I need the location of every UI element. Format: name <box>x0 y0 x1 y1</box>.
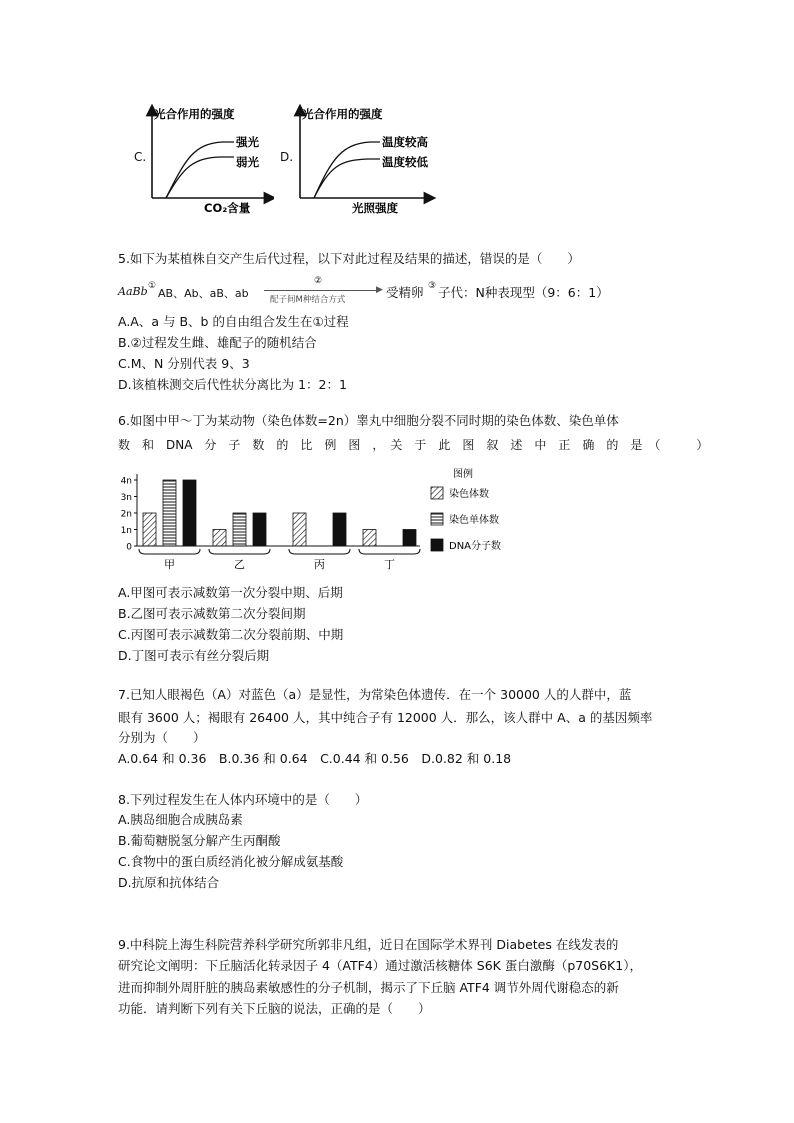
legend-swatch <box>431 487 443 499</box>
q6-stem-line2: 数 和 DNA 分 子 数 的 比 例 图 ， 关 于 此 图 叙 述 中 正 确 的 是 （ ） <box>118 438 709 452</box>
q7-line1: 7.已知人眼褐色（A）对蓝色（a）是显性，为常染色体遗传．在一个 30000 人的人群中，蓝 <box>118 687 632 702</box>
q5-formula-left: AaBb <box>118 285 148 298</box>
option-d-label: D. <box>280 150 294 164</box>
q8-option-b: B.葡萄糖脱氢分解产生丙酮酸 <box>118 833 281 848</box>
q5-option-a: A.A、a 与 B、b 的自由组合发生在①过程 <box>118 314 349 329</box>
q5-option-d: D.该植株测交后代性状分离比为 1：2：1 <box>118 377 347 392</box>
q5-formula-arrow-label: 配子间M种结合方式 <box>270 295 346 305</box>
q6-option-a: A.甲图可表示减数第一次分裂中期、后期 <box>118 585 343 600</box>
category-bracket <box>289 549 350 554</box>
q7-line3: 分别为（ ） <box>118 730 206 745</box>
graph-d-series-low: 温度较低 <box>382 155 428 169</box>
q5-formula-circle1: ① <box>148 281 157 291</box>
y-tick-label: 1n <box>120 526 132 536</box>
graph-c <box>142 104 274 218</box>
category-bracket <box>209 549 270 554</box>
q5-stem: 5.如下为某植株自交产生后代过程，以下对此过程及结果的描述，错误的是（ ） <box>118 251 580 266</box>
bar-染色体数-乙 <box>213 530 226 547</box>
q5-formula-circle2: ② <box>314 276 323 286</box>
y-tick-label: 3n <box>120 493 132 503</box>
bar-DNA分子数-甲 <box>183 480 196 546</box>
q5-formula-right: 受精卵 <box>386 285 424 300</box>
q9-line2: 研究论文阐明：下丘脑活化转录因子 4（ATF4）通过激活核糖体 S6K 蛋白激酶（p70S6K1）， <box>118 958 642 973</box>
graph-c-curve-strong <box>166 142 234 198</box>
graph-d <box>290 104 440 218</box>
q8-stem: 8.下列过程发生在人体内环境中的是（ ） <box>118 792 368 807</box>
bar-染色单体数-乙 <box>233 513 246 546</box>
bar-染色体数-丁 <box>363 530 376 547</box>
y-tick-label: 0 <box>126 542 132 553</box>
graph-d-series-high: 温度较高 <box>382 135 428 149</box>
legend-title: 图例 <box>453 469 473 480</box>
legend-label: 染色单体数 <box>449 515 499 526</box>
category-label: 乙 <box>234 558 245 571</box>
q7-line2: 眼有 3600 人；褐眼有 26400 人，其中纯合子有 12000 人．那么，该人群中 A、a 的基因频率 <box>118 710 653 725</box>
q6-bar-chart <box>115 465 535 577</box>
category-label: 甲 <box>164 558 175 571</box>
q5-formula-circle3: ③ <box>428 281 437 291</box>
bar-DNA分子数-乙 <box>253 513 266 546</box>
graph-c-series-weak: 弱光 <box>236 155 259 169</box>
q9-line3: 进而抑制外周肝脏的胰岛素敏感性的分子机制，揭示了下丘脑 ATF4 调节外周代谢稳态的新 <box>118 980 619 995</box>
category-label: 丁 <box>384 558 395 571</box>
graph-c-series-strong: 强光 <box>236 135 259 149</box>
category-bracket <box>359 549 420 554</box>
q6-stem-line1: 6.如图中甲～丁为某动物（染色体数=2n）睾丸中细胞分裂不同时期的染色体数、染色单体 <box>118 413 619 428</box>
q7-options: A.0.64 和 0.36 B.0.36 和 0.64 C.0.44 和 0.56 D.0.82 和 0.18 <box>118 751 512 766</box>
q8-option-c: C.食物中的蛋白质经消化被分解成氨基酸 <box>118 854 344 869</box>
q5-formula-mid: AB、Ab、aB、ab <box>158 287 249 300</box>
graph-d-xlabel: 光照强度 <box>352 201 398 215</box>
graph-c-ylabel: 光合作用的强度 <box>154 107 235 121</box>
q6-option-d: D.丁图可表示有丝分裂后期 <box>118 648 270 663</box>
q5-formula-end: 子代：N种表现型（9：6：1） <box>438 285 609 300</box>
category-bracket <box>139 549 200 554</box>
legend-label: 染色体数 <box>449 489 489 500</box>
bar-DNA分子数-丁 <box>403 530 416 547</box>
q6-option-b: B.乙图可表示减数第二次分裂间期 <box>118 606 306 621</box>
q9-line1: 9.中科院上海生科院营养科学研究所郭非凡组，近日在国际学术界刊 Diabetes 在线发表的 <box>118 937 619 952</box>
q8-option-d: D.抗原和抗体结合 <box>118 875 220 890</box>
graph-d-curve-high <box>314 142 380 198</box>
q5-formula-arrowhead: ▶ <box>376 285 383 295</box>
graph-d-ylabel: 光合作用的强度 <box>302 107 383 121</box>
legend-swatch <box>431 539 443 551</box>
bar-染色单体数-甲 <box>163 480 176 546</box>
graph-c-xlabel: CO₂含量 <box>204 201 251 215</box>
bar-染色体数-甲 <box>143 513 156 546</box>
legend-label: DNA分子数 <box>449 541 502 552</box>
q5-option-c: C.M、N 分别代表 9、3 <box>118 356 250 371</box>
bar-DNA分子数-丙 <box>333 513 346 546</box>
q8-option-a: A.胰岛细胞合成胰岛素 <box>118 812 243 827</box>
y-tick-label: 2n <box>120 509 132 520</box>
q5-formula-arrow <box>264 290 380 291</box>
q5-option-b: B.②过程发生雌、雄配子的随机结合 <box>118 335 317 350</box>
bar-染色体数-丙 <box>293 513 306 546</box>
category-label: 丙 <box>314 558 325 571</box>
y-tick-label: 4n <box>120 476 132 487</box>
q9-line4: 功能．请判断下列有关下丘脑的说法，正确的是（ ） <box>118 1001 431 1016</box>
option-c-label: C. <box>134 150 147 164</box>
q5-formula <box>118 276 678 306</box>
legend-swatch <box>431 513 443 525</box>
q6-option-c: C.丙图可表示减数第二次分裂前期、中期 <box>118 627 344 642</box>
